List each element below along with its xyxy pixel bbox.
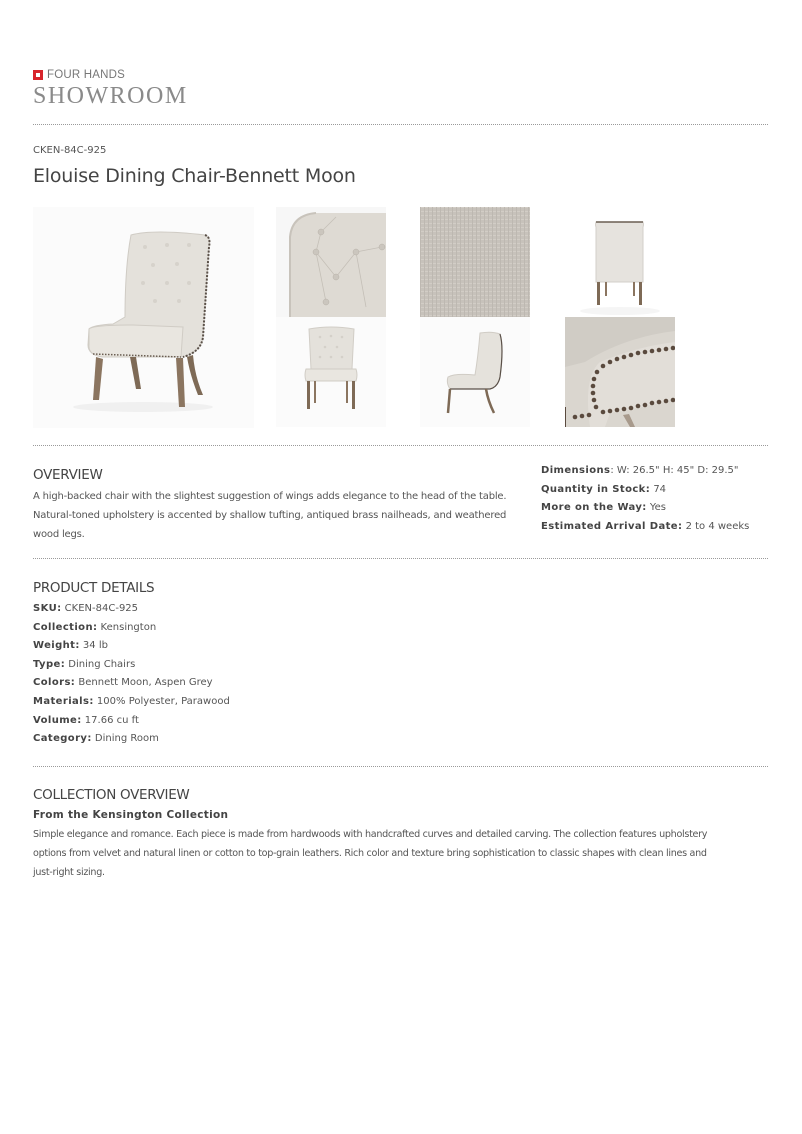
overview-line: A high-backed chair with the slightest suggestion of wings adds elegance to the head of the table. (33, 491, 507, 502)
chair-front-view-image (276, 317, 386, 427)
product-details-heading: PRODUCT DETAILS (33, 580, 155, 596)
product-sku: CKEN-84C-925 (33, 145, 107, 156)
detail-row-collection: Collection: Kensington (33, 621, 157, 633)
tufting-closeup-image (276, 207, 386, 317)
overview-heading: OVERVIEW (33, 467, 103, 483)
detail-row-materials: Materials: 100% Polyester, Parawood (33, 695, 230, 707)
collection-text (33, 825, 773, 882)
brand-square-icon (33, 70, 43, 80)
product-details-list (33, 600, 230, 749)
divider (33, 124, 768, 125)
divider (33, 558, 768, 559)
detail-row-type: Type: Dining Chairs (33, 658, 136, 670)
nailhead-closeup-image (565, 317, 675, 427)
overview-text (33, 487, 523, 544)
collection-line: just-right sizing. (33, 867, 105, 878)
chair-back-view-image (565, 207, 675, 317)
fabric-swatch-image (420, 207, 530, 317)
collection-overview-heading: COLLECTION OVERVIEW (33, 787, 190, 803)
brand-subtitle: SHOWROOM (33, 83, 188, 109)
chair-angle-main-image (33, 207, 254, 428)
divider (33, 445, 768, 446)
brand-name: FOUR HANDS (47, 68, 126, 81)
collection-line: Simple elegance and romance. Each piece is made from hardwoods with handcrafted curves and detailed carving. The collection features upholstery (33, 829, 708, 840)
detail-row-sku: SKU: CKEN-84C-925 (33, 603, 139, 614)
overview-line: Natural-toned upholstery is accented by shallow tufting, antiqued brass nailheads, and weathered (33, 510, 507, 521)
chair-side-view-image (420, 317, 530, 427)
brand-logo (33, 68, 188, 111)
detail-row-volume: Volume: 17.66 cu ft (33, 714, 139, 726)
detail-row-category: Category: Dining Room (33, 733, 159, 745)
arrival-row: Estimated Arrival Date: 2 to 4 weeks (541, 520, 750, 532)
dimensions-row: Dimensions: W: 26.5" H: 45" D: 29.5" (541, 465, 739, 476)
availability-info (541, 462, 749, 536)
stock-row: Quantity in Stock: 74 (541, 483, 667, 495)
divider (33, 766, 768, 767)
more-on-way-row: More on the Way: Yes (541, 502, 667, 514)
product-title: Elouise Dining Chair-Bennett Moon (33, 165, 356, 187)
collection-subheading: From the Kensington Collection (33, 809, 229, 821)
collection-line: options from velvet and natural linen or cotton to top-grain leathers. Rich color and texture bring sophistication to classic shapes with clean lines and (33, 848, 707, 859)
detail-row-weight: Weight: 34 lb (33, 640, 108, 652)
detail-row-colors: Colors: Bennett Moon, Aspen Grey (33, 677, 213, 689)
overview-line: wood legs. (33, 529, 85, 540)
